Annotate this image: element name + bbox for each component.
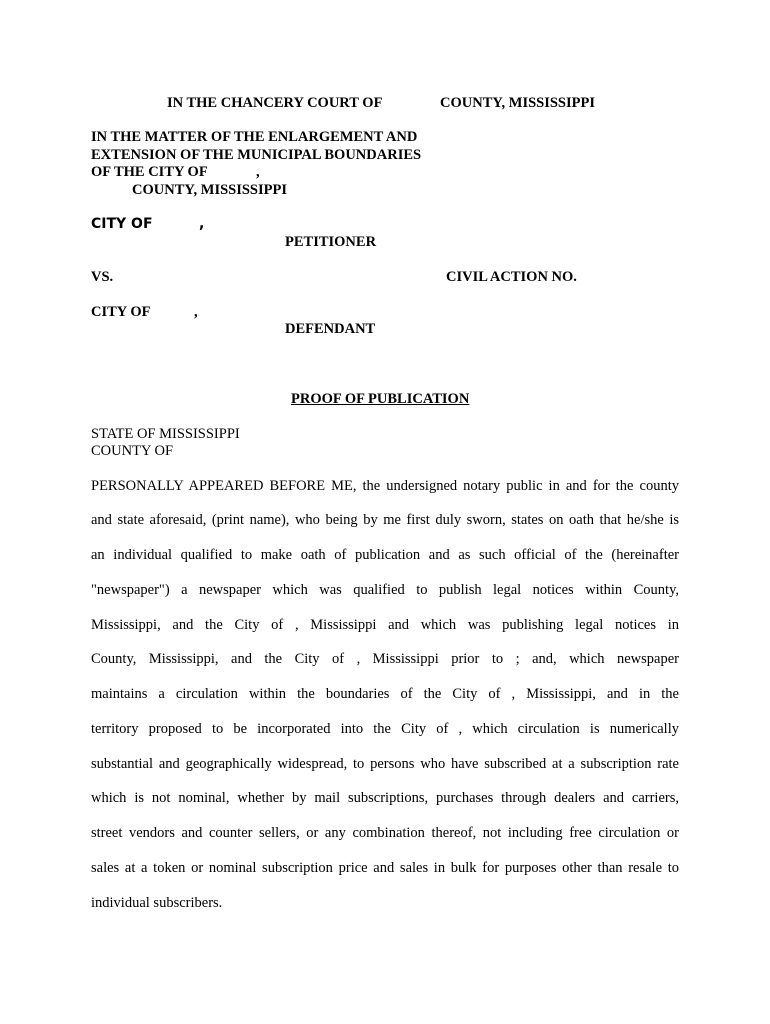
body-line: an individual qualified to make oath of publication and as such official of the (hereinafter <box>91 547 679 563</box>
body-line: territory proposed to be incorporated into the City of , which circulation is numerically <box>91 721 679 737</box>
court-heading-suffix: COUNTY, MISSISSIPPI <box>440 95 595 111</box>
petitioner-comma: , <box>199 216 205 232</box>
matter-line-3: OF THE CITY OF <box>91 164 208 180</box>
body-line: which is not nominal, whether by mail subscriptions, purchases through dealers and carriers, <box>91 790 679 806</box>
body-line-last: individual subscribers. <box>91 895 223 911</box>
matter-line-2: EXTENSION OF THE MUNICIPAL BOUNDARIES <box>91 147 422 163</box>
document-title: PROOF OF PUBLICATION <box>291 391 470 407</box>
petitioner-city: CITY OF <box>91 216 153 232</box>
civil-action-label: CIVIL ACTION NO. <box>446 269 577 285</box>
court-heading-prefix: IN THE CHANCERY COURT OF <box>167 95 383 111</box>
body-line: street vendors and counter sellers, or any combination thereof, not including free circulation or <box>91 825 679 841</box>
body-line: maintains a circulation within the boundaries of the City of , Mississippi, and in the <box>91 686 679 702</box>
defendant-label: DEFENDANT <box>285 321 376 337</box>
body-line: County, Mississippi, and the City of , Mississippi prior to ; and, which newspaper <box>91 651 679 667</box>
versus-label: VS. <box>91 269 114 285</box>
body-line: sales at a token or nominal subscription price and sales in bulk for purposes other than resale to <box>91 860 679 876</box>
body-line: Mississippi, and the City of , Mississippi and which was publishing legal notices in <box>91 617 679 633</box>
body-line: substantial and geographically widespread, to persons who have subscribed at a subscription rate <box>91 756 679 772</box>
defendant-city: CITY OF <box>91 304 151 320</box>
venue-county: COUNTY OF <box>91 443 174 459</box>
matter-line-4: COUNTY, MISSISSIPPI <box>132 182 287 198</box>
petitioner-label: PETITIONER <box>285 234 377 250</box>
body-line: "newspaper") a newspaper which was qualified to publish legal notices within County, <box>91 582 679 598</box>
matter-line-3-comma: , <box>256 164 260 180</box>
defendant-comma: , <box>194 304 198 320</box>
body-line: PERSONALLY APPEARED BEFORE ME, the undersigned notary public in and for the county <box>91 478 679 494</box>
body-line: and state aforesaid, (print name), who being by me first duly sworn, states on oath that he/she is <box>91 512 679 528</box>
venue-state: STATE OF MISSISSIPPI <box>91 426 240 442</box>
matter-line-1: IN THE MATTER OF THE ENLARGEMENT AND <box>91 129 418 145</box>
